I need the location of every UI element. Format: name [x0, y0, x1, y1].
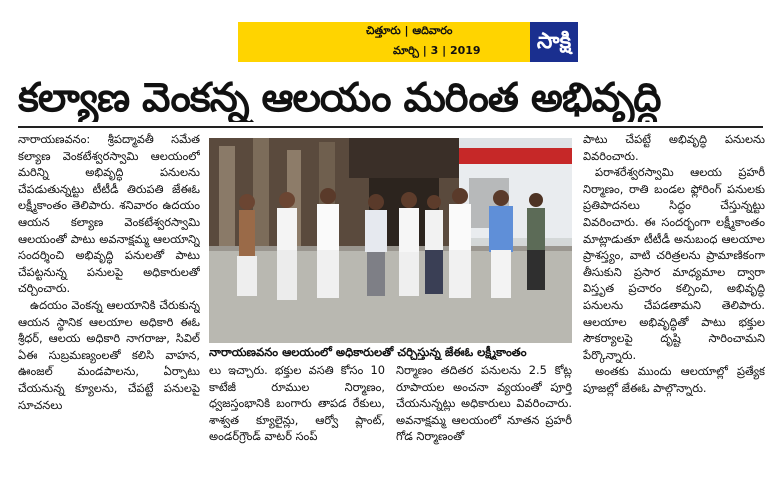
headline-rule [18, 126, 763, 128]
paragraph: పాటు చేపట్టే అభివృద్ధి పనులను వివరించారు. [583, 132, 765, 163]
paragraph: నారాయణవనం: శ్రీపద్మావతీ సమేత కల్యాణ వెంకటేశ్వరస్వామి ఆలయంలో మరిన్ని అభివృద్ధి పనులను చేపడుతున్నట్టు టీటీడీ తిరుపతి జేఈఓ లక్ష్మీకాంతం తెలిపారు. శనివారం ఉదయం ఆయన కల్యాణ వెంకటేశ్వరస్వామి ఆలయంతో పాటు అవనాక్షమ్మ ఆలయాన్ని సందర్శించి అభివృద్ధి పనులతో పాటు చేపట్టనున్న పనులపై అధికారులతో చర్చించారు. [18, 132, 200, 296]
article-column-1 [18, 131, 200, 469]
sakshi-logo: సాక్షి [530, 22, 578, 62]
masthead-date: మార్చి | 3 | 2019 [393, 44, 481, 57]
article-column-4 [583, 131, 765, 469]
masthead-place-day: చిత్తూరు | ఆదివారం [366, 24, 453, 37]
article-column-2 [209, 362, 385, 470]
paragraph: పరాశరేశ్వరస్వామి ఆలయ ప్రహరీ నిర్మాణం, రాతి బండల ఫ్లోరింగ్ పనులకు ప్రతిపాదనలు సిద్ధం చేస్తున్నట్టు వివరించారు. ఈ సందర్భంగా లక్ష్మీకాంతం మాట్లాడుతూ టీటీడీ అనుబంధ ఆలయాల ప్రాశస్త్యం, వాటి చరిత్రలను ప్రామాణికంగా తీసుకుని ప్రసార మాధ్యమాల ద్వారా విస్తృత ప్రచారం కల్పించి, అభివృద్ధి పనులను చేపడతామని తెలిపారు. ఆలయాల అభివృద్ధితో పాటు భక్తుల సౌకర్యాలపై దృష్టి సారించామని పేర్కొన్నారు. [583, 165, 765, 362]
paragraph: ఉదయం వెంకన్న ఆలయానికి చేరుకున్న ఆయన స్థానిక ఆలయాల అధికారి ఈఓ శ్రీధర్, ఆలయ అధికారి నాగరాజు, సివిల్ ఏఈ సుబ్రమణ్యంలతో కలిసి వాహన, ఊంజల్ మండపాలను, ఏర్పాటు చేయనున్న క్యూలను, చేపట్టే పనులపై సూచనలు [18, 297, 200, 412]
paragraph: అంతకు ముందు ఆలయాల్లో ప్రత్యేక పూజల్లో జేఈఓ పాల్గొన్నారు. [583, 364, 765, 395]
article-column-3 [396, 362, 572, 470]
news-photo [209, 138, 572, 343]
photo-caption: నారాయణవనం ఆలయంలో అధికారులతో చర్చిస్తున్న జేఈఓ లక్ష్మీకాంతం [209, 345, 527, 359]
masthead [238, 22, 578, 62]
paragraph: నిర్మాణం తదితర పనులను 2.5 కోట్ల రూపాయల అంచనా వ్యయంతో పూర్తి చేయనున్నట్లు అధికారులు వివరించారు. అవనాక్షమ్మ ఆలయంలో నూతన ప్రహరీ గోడ నిర్మాణంతో [396, 363, 572, 444]
headline: కల్యాణ వెంకన్న ఆలయం మరింత అభివృద్ధి [18, 75, 661, 121]
paragraph: లు ఇచ్చారు. భక్తుల వసతి కోసం 10 కాటేజీ రూముల నిర్మాణం, ధ్వజస్తంభానికి బంగారు తాపడ రేకులు, శాశ్వత క్యూలైన్లు, ఆర్వో ప్లాంట్, అండర్‌గ్రౌండ్ వాటర్ సంప్ [209, 363, 385, 444]
